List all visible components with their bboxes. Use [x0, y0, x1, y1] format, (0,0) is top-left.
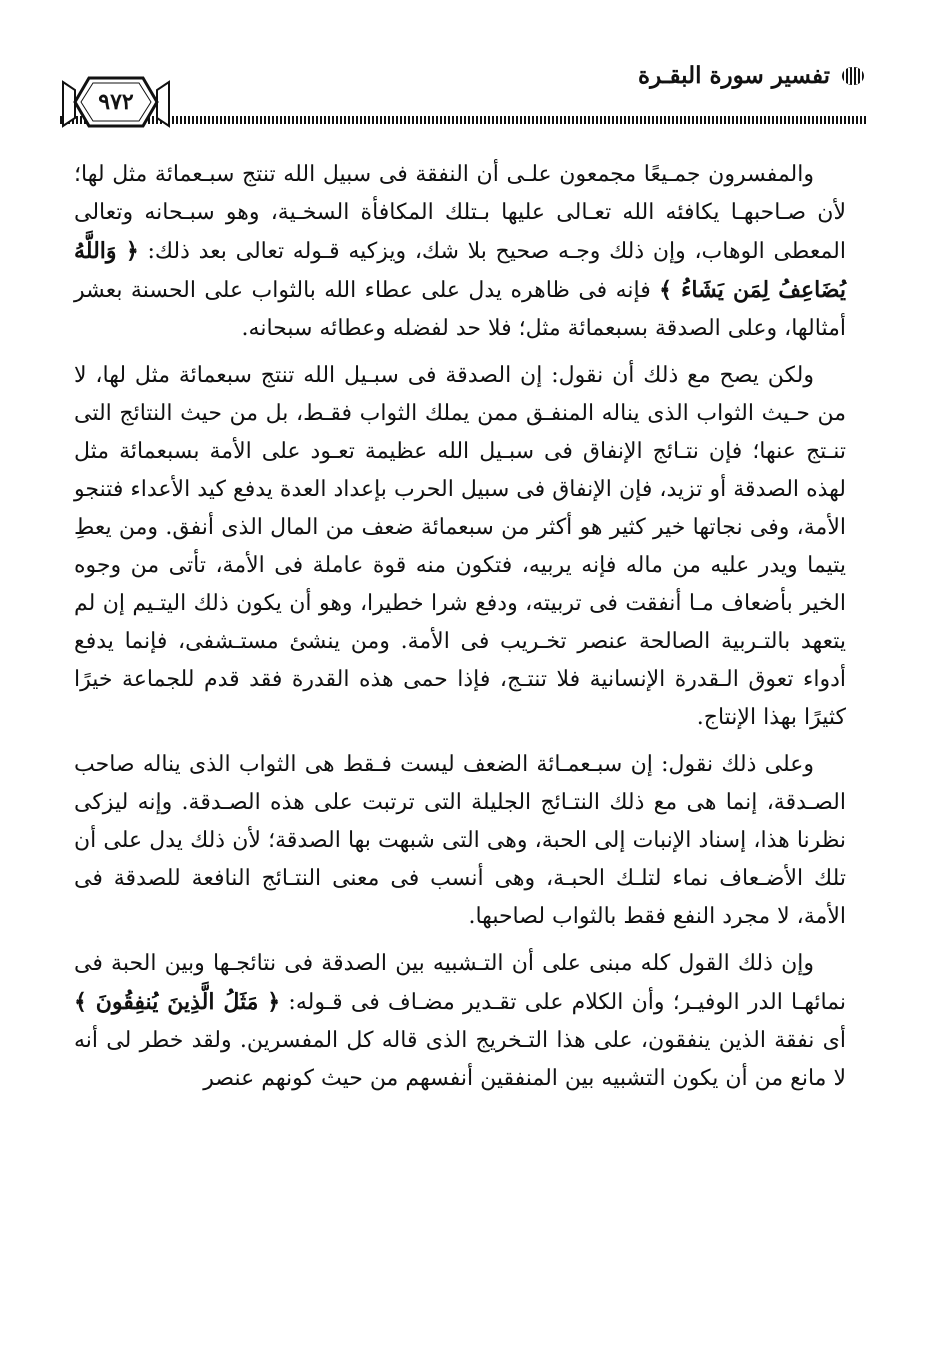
page-header	[60, 58, 866, 138]
header-rule	[60, 116, 866, 124]
paragraph-text: وإن ذلك القول كله مبنى على أن التـشبيه بين الصدقة فى نتائجـها وبين الحبة فى نمائهـا الدر الوفيـر؛ وأن الكلام على تقـدير مضـاف فى قـوله:	[74, 951, 846, 1015]
quran-verse: ﴿ وَاللَّهُ يُضَاعِفُ لِمَن يَشَاءُ ﴾	[74, 238, 846, 303]
paragraph: وعلى ذلك نقول: إن سبـعمـائة الضعف ليست فـقط هى الثواب الذى يناله صاحب الصـدقة، إنما هى مع ذلك النتـائج الجليلة التى ترتبت على هذه الصـدقة. وإنه ليزكى نظرنا هذا، إسناد الإنبات إلى الحبة، وهى التى شبهت بها الصدقة؛ لأن ذلك يدل على أن تلك الأضـعاف نماء لتلـك الحبـة، وهى أنسب فى معنى النتـائج النافعة للصدقة فى الأمة، لا مجرد النفع فقط بالثواب لصاحبها.	[74, 752, 846, 929]
paragraph: ولكن يصح مع ذلك أن نقول: إن الصدقة فى سبـيل الله تنتج سبعمائة مثل لها، لا من حـيث الثواب الذى يناله المنفـق ممن يملك الثواب فقـط، بل من حيث النتائج التى تنـتج عنها؛ فإن نتـائج الإنفاق فى سبـيل الله عظيمة تعـود على الأمة بسبعمائة مثل لهذه الصدقة أو تزيد، فإن الإنفاق فى سبيل الحرب بإعداد العدة يدفع كيد الأعداء فتنجو الأمة، وفى نجاتها خير كثير هو أكثر من سبعمائة ضعف من المال الذى أنفق. ومن يعطِ يتيما ويدر عليه من ماله فإنه يربيه، فتكون منه قوة عاملة فى الأمة، تأتى من وجوه الخير بأضعاف مـا أنفقت فى تربيته، ودفع شرا خطيرا، وهو أن يكون ذلك اليتـيم إن لم يتعهد بالتـربية الصالحة عنصر تخـريب فى الأمة. ومن ينشئ مستـشفى، فإنما يدفع أدواء تعوق الـقدرة الإنسانية فلا تنتـج، فإذا حمى هذه القدرة فقد قدم للجماعة خيرًا كثيرًا بهذا الإنتاج.	[74, 363, 846, 730]
running-title	[638, 62, 866, 89]
page-number: ٩٧٢	[98, 89, 134, 115]
ornament-icon	[840, 65, 866, 87]
running-title-text: تفسير سورة البقـرة	[638, 62, 830, 89]
paragraph-text: أى نفقة الذين ينفقون، على هذا التـخريج الذى قاله كل المفسرين. ولقد خطر لى أنه لا مانع من أن يكون التشبيه بين المنفقين أنفسهم من حيث كونهم عنصر	[74, 1028, 846, 1091]
page-number-badge	[61, 72, 171, 134]
paragraph	[74, 945, 846, 1098]
paragraph-text: والمفسرون جمـيعًا مجمعون علـى أن النفقة فى سبيل الله تنتج سبـعمائة مثل لها؛ لأن صـاحبهـا يكافئه الله تعـالى عليها بـتلك المكافأة السخـية، وهو سبـحانه وتعالى المعطى الوهاب، وإن ذلك وجـه صحيح بلا شك، ويزكيه قـوله تعالى بعد ذلك:	[74, 162, 846, 264]
body-text	[74, 156, 846, 1107]
paragraph-text: فإنه فى ظاهره يدل على عطاء الله بالثواب على الحسنة بعشر أمثالها، وعلى الصدقة بسبعمائة مثل؛ فلا حد لفضله وعطائه سبحانه.	[74, 278, 846, 341]
quran-verse: ﴿ مَثَلُ الَّذِينَ يُنفِقُونَ ﴾	[74, 989, 281, 1015]
paragraph	[74, 156, 846, 348]
